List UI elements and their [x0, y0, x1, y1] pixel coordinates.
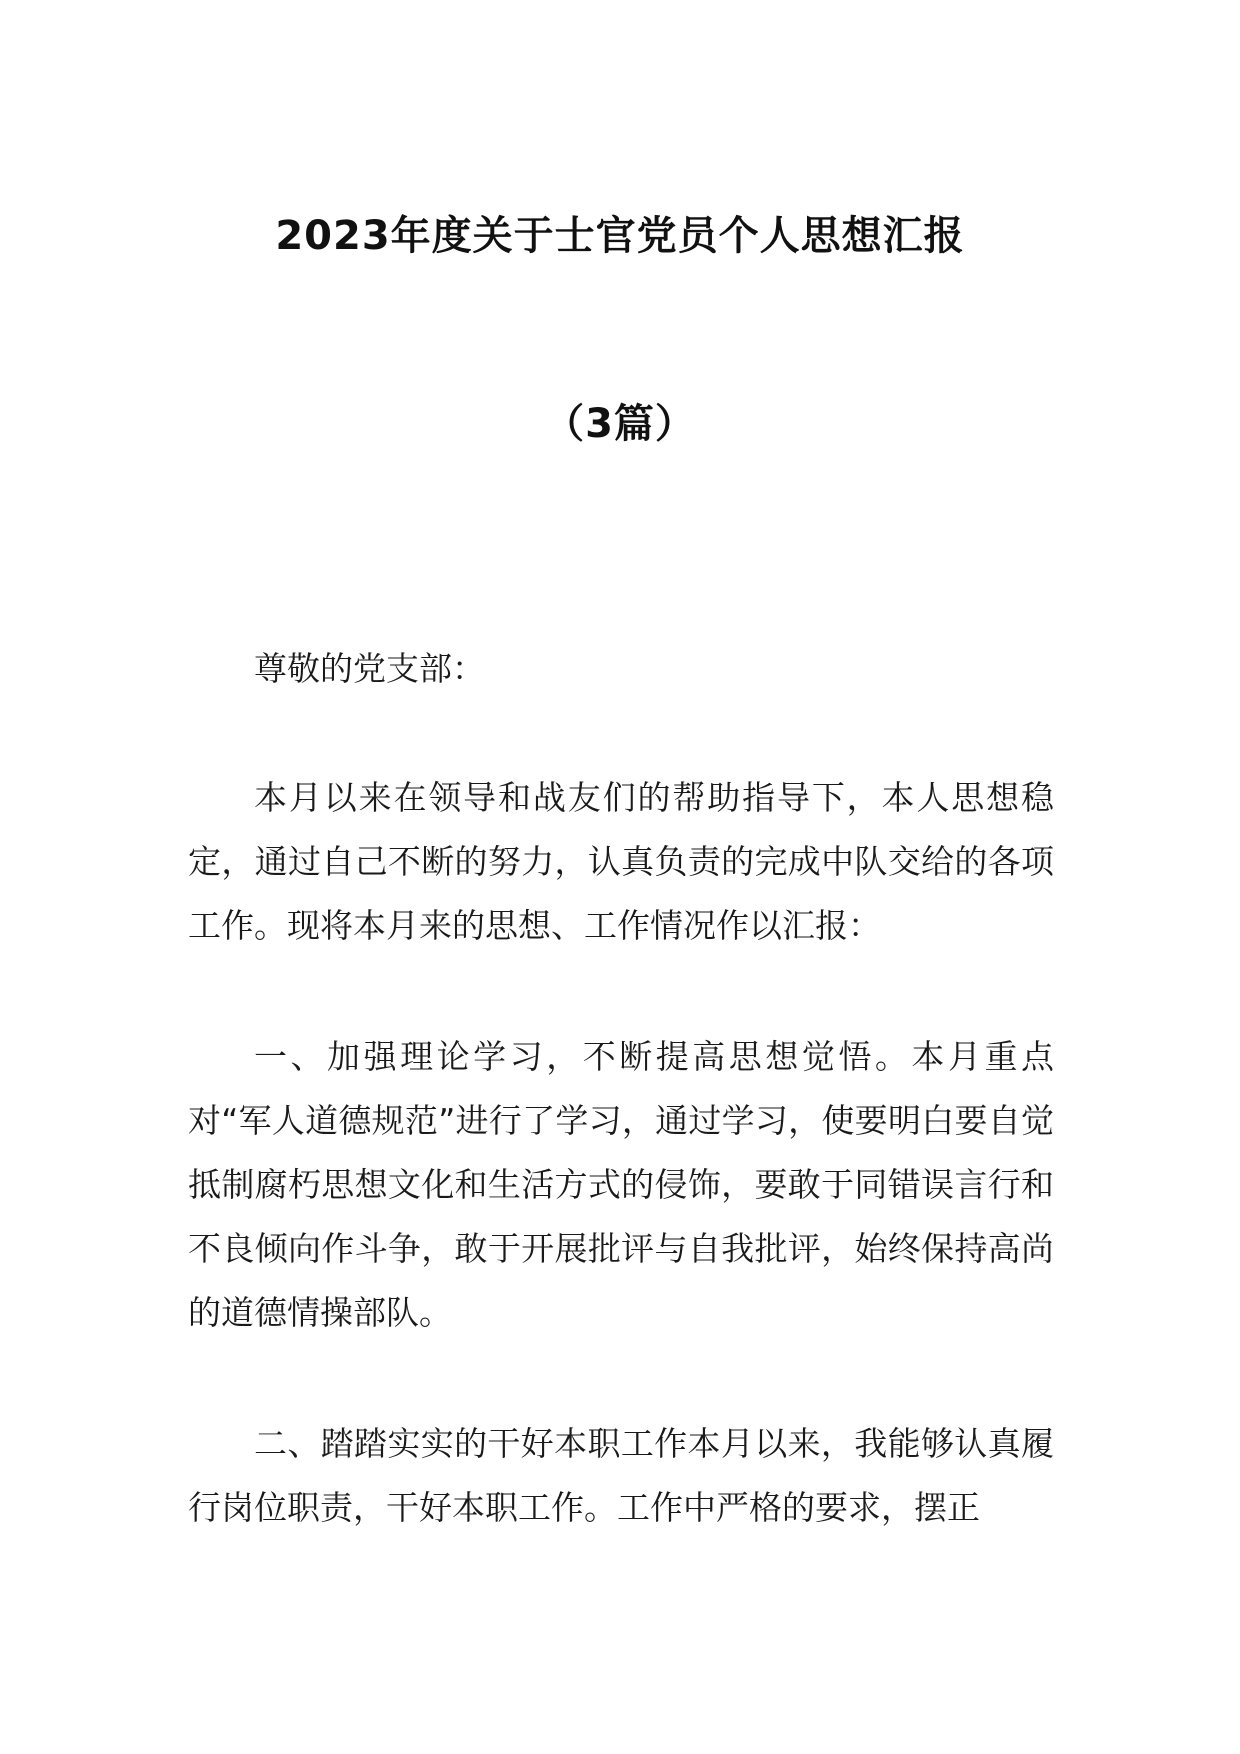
paragraph-1	[188, 766, 1054, 958]
paragraph-2	[188, 1025, 1054, 1345]
paragraph-text: 二、踏踏实实的干好本职工作本月以来，我能够认真履行岗位职责，干好本职工作。工作中严格的要求，摆正	[188, 1424, 1054, 1527]
salutation-text: 尊敬的党支部：	[254, 649, 485, 688]
paragraph-text: 一、加强理论学习，不断提高思想觉悟。本月重点对“军人道德规范”进行了学习，通过学习，使要明白要自觉抵制腐朽思想文化和生活方式的侵饰，要敢于同错误言行和不良倾向作斗争，敢于开展批评与自我批评，始终保持高尚的道德情操部队。	[188, 1037, 1054, 1332]
document-subtitle: （3篇）	[544, 401, 696, 447]
document-title: 2023年度关于士官党员个人思想汇报	[275, 213, 965, 259]
paragraph-text: 本月以来在领导和战友们的帮助指导下，本人思想稳定，通过自己不断的努力，认真负责的完成中队交给的各项工作。现将本月来的思想、工作情况作以汇报：	[188, 778, 1054, 945]
salutation	[188, 637, 1054, 701]
paragraph-3	[188, 1412, 1054, 1540]
